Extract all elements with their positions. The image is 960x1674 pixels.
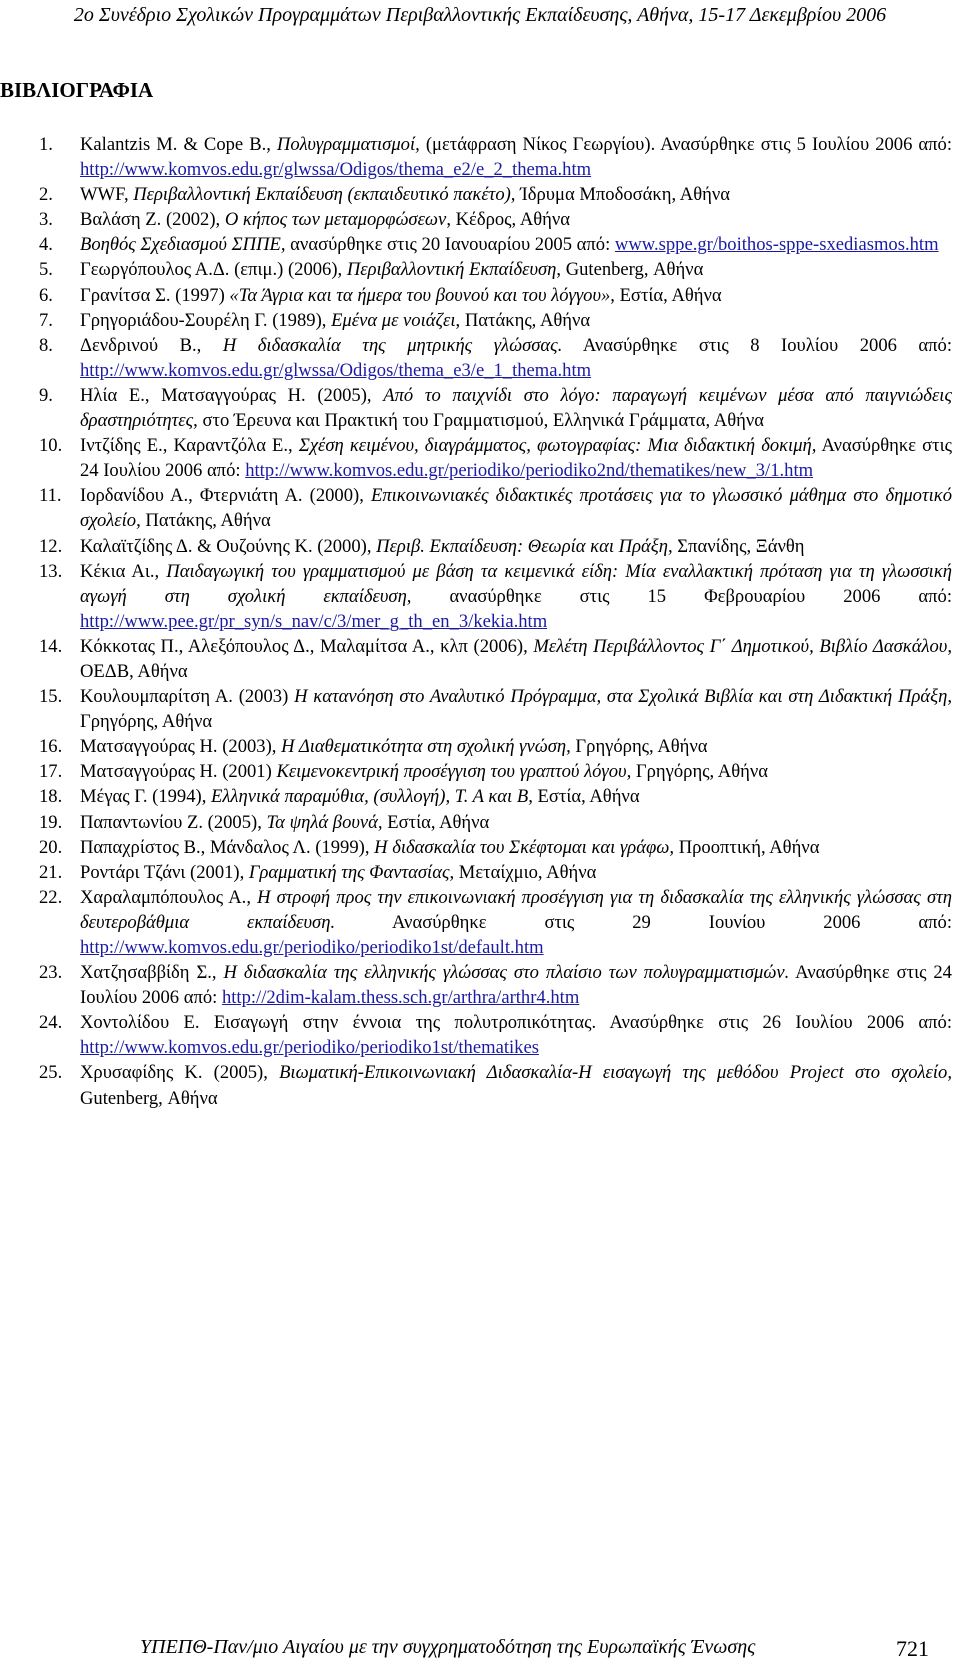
entry-segment: Ίδρυμα Μποδοσάκη, Αθήνα — [515, 184, 730, 206]
entry-segment: Γρηγόρης, Αθήνα — [570, 736, 708, 758]
entry-number: 11. — [39, 485, 62, 507]
entry-text — [80, 960, 952, 1010]
entry-number: 3. — [39, 209, 53, 231]
entry-segment: Εστία, Αθήνα — [532, 786, 640, 808]
entry-title: Κειμενοκεντρική προσέγγιση του γραπτού λόγου, — [276, 761, 632, 783]
entry-segment: Μέγας Γ. (1994), — [80, 786, 211, 808]
entry-text — [80, 207, 952, 232]
bibliography-entry — [0, 810, 952, 835]
entry-text — [80, 257, 952, 282]
entry-segment: Παπαχρίστος Β., Μάνδαλος Λ. (1999), — [80, 836, 375, 858]
entry-title: Εμένα με νοιάζει — [331, 309, 456, 331]
bibliography-entry — [0, 885, 952, 960]
entry-segment: , Κέδρος, Αθήνα — [446, 209, 571, 231]
entry-title: Η κατανόηση στο Αναλυτικό Πρόγραμμα, στα Σχολικά Βιβλία και στη Διδακτική Πράξη, — [294, 686, 952, 708]
entry-title: Η στροφή προς την επικοινωνιακή προσέγγιση για τη διδασκαλία της ελληνικής γλώσσας στη δευτεροβάθμια εκπαίδευση. — [80, 886, 952, 933]
entry-segment: Παπαντωνίου Ζ. (2005), — [80, 811, 267, 833]
entry-number: 17. — [39, 761, 63, 783]
bibliography-entry — [0, 860, 952, 885]
entry-text — [80, 559, 952, 634]
entry-segment: Κουλουμπαρίτση Α. (2003) — [80, 686, 295, 708]
entry-link[interactable]: http://www.komvos.edu.gr/glwssa/Odigos/thema_e3/e_1_thema.htm — [80, 359, 592, 381]
entry-segment: Προοπτική, Αθήνα — [674, 836, 820, 858]
bibliography-entry — [0, 383, 952, 433]
entry-text — [80, 810, 952, 835]
entry-title: Η διδασκαλία της μητρικής γλώσσας. — [222, 334, 563, 356]
entry-segment: Ανασύρθηκε στις 29 Ιουνίου 2006 από: — [335, 911, 952, 933]
entry-segment: Ιορδανίδου Α., Φτερνιάτη Α. (2000), — [80, 485, 371, 507]
entry-title: Από το παιχνίδι στο λόγο: παραγωγή κειμένων μέσα από παιγνιώδεις δραστηριότητες — [80, 384, 952, 432]
entry-title: Επικοινωνιακές διδακτικές προτάσεις για το γλωσσικό μάθημα στο δημοτικό σχολείο, — [80, 485, 952, 532]
entry-segment: ΟΕΔΒ, Αθήνα — [80, 660, 188, 682]
entry-title: Βιωματική-Επικοινωνιακή Διδασκαλία-Η εισαγωγή της μεθόδου Project στο σχολείο, — [279, 1062, 952, 1084]
entry-text — [80, 333, 952, 383]
entry-link[interactable]: http://www.komvos.edu.gr/periodiko/periodiko1st/default.htm — [80, 937, 544, 958]
entry-number: 2. — [39, 184, 53, 206]
entry-segment: Δενδρινού Β., — [80, 334, 223, 356]
entry-number: 15. — [39, 686, 63, 708]
entry-number: 12. — [39, 535, 63, 557]
entry-title: Βοηθός Σχεδιασμού ΣΠΠΕ, — [80, 234, 286, 256]
entry-segment: Kalantzis M. & Cope B., — [80, 134, 277, 155]
entry-number: 22. — [39, 886, 63, 908]
entry-link[interactable]: http://2dim-kalam.thess.sch.gr/arthra/arthr4.htm — [221, 987, 580, 1009]
entry-number: 23. — [39, 962, 63, 984]
bibliography-entry — [0, 759, 952, 784]
entry-link[interactable]: http://www.komvos.edu.gr/periodiko/periodiko2nd/thematikes/new_3/1.htm — [245, 460, 814, 482]
entry-segment: Ηλία Ε., Ματσαγγούρας Η. (2005), — [80, 384, 384, 406]
bibliography-entry — [0, 483, 952, 533]
entry-text — [80, 283, 952, 308]
entry-segment: ανασύρθηκε στις 15 Φεβρουαρίου 2006 από: — [411, 585, 952, 607]
entry-segment: Ροντάρι Τζάνι (2001), — [80, 861, 249, 883]
entry-link[interactable]: www.sppe.gr/boithos-sppe-sxediasmos.htm — [614, 234, 939, 256]
entry-text — [80, 759, 952, 784]
entry-text — [80, 634, 952, 684]
bibliography-entry — [0, 232, 952, 257]
bibliography-entry — [0, 734, 952, 759]
entry-text — [80, 784, 952, 809]
entry-text — [80, 1060, 952, 1110]
entry-title: Η διδασκαλία του Σκέφτομαι και γράφω, — [374, 836, 675, 858]
entry-number: 16. — [39, 736, 63, 758]
bibliography-entry — [0, 634, 952, 684]
bibliography-entry — [0, 283, 952, 308]
entry-title: Η Διαθεματικότητα στη σχολική γνώση, — [281, 736, 571, 758]
bibliography-entry — [0, 308, 952, 333]
entry-number: 8. — [39, 334, 53, 356]
entry-title: Γραμματική της Φαντασίας, — [248, 861, 455, 883]
entry-segment: Γρηγόρης, Αθήνα — [80, 711, 213, 733]
bibliography-list — [0, 132, 952, 1111]
entry-text — [80, 433, 952, 483]
entry-segment: Χρυσαφίδης Κ. (2005), — [80, 1062, 280, 1084]
entry-segment: Εστία, Αθήνα — [382, 811, 490, 833]
entry-title: Πολυγραμματισμοί, — [276, 134, 420, 155]
entry-number: 20. — [39, 836, 63, 858]
entry-segment: , στο Έρευνα και Πρακτική του Γραμματισμού, Ελληνικά Γράμματα, Αθήνα — [193, 410, 764, 432]
entry-number: 9. — [39, 384, 53, 406]
entry-segment: Μεταίχμιο, Αθήνα — [454, 861, 597, 883]
bibliography-entry — [0, 835, 952, 860]
entry-text — [80, 885, 952, 960]
entry-title: Παιδαγωγική του γραμματισμού με βάση τα κειμενικά είδη: Μία εναλλακτική πρόταση για τη γλωσσική αγωγή στη σχολική εκπαίδευση, — [80, 560, 952, 607]
entry-link[interactable]: http://www.komvos.edu.gr/periodiko/periodiko1st/thematikes — [80, 1037, 539, 1059]
entry-title: «Τα Άγρια και τα ήμερα του βουνού και του λόγγου» — [229, 284, 611, 306]
entry-number: 14. — [39, 635, 63, 657]
bibliography-entry — [0, 534, 952, 559]
entry-segment: Χοντολίδου Ε. Εισαγωγή στην έννοια της πολυτροπικότητας. Ανασύρθηκε στις 26 Ιουλίου 2006 από: — [80, 1012, 952, 1034]
entry-text — [80, 534, 952, 559]
entry-segment: Ανασύρθηκε στις 8 Ιουλίου 2006 από: — [562, 334, 953, 356]
entry-link[interactable]: http://www.pee.gr/pr_syn/s_nav/c/3/mer_g_th_en_3/kekia.htm — [80, 610, 548, 632]
entry-segment: Γρανίτσα Σ. (1997) — [80, 284, 230, 306]
bibliography-entry — [0, 257, 952, 282]
bibliography-entry — [0, 684, 952, 734]
entry-title: Ελληνικά παραμύθια, (συλλογή), Τ. Α και Β, — [211, 786, 533, 808]
entry-title: Τα ψηλά βουνά, — [266, 811, 383, 833]
bibliography-entry — [0, 784, 952, 809]
entry-number: 7. — [39, 309, 53, 331]
entry-title: Σχέση κειμένου, διαγράμματος, φωτογραφίας: Μια διδακτική δοκιμή, — [298, 435, 817, 457]
entry-number: 24. — [39, 1012, 63, 1034]
entry-number: 10. — [39, 435, 63, 457]
entry-segment: Χατζησαββίδη Σ., — [80, 962, 224, 984]
entry-segment: Γρηγοριάδου-Σουρέλη Γ. (1989), — [80, 309, 332, 331]
bibliography-entry — [0, 182, 952, 207]
entry-segment: Ανασύρθηκε στις 24 Ιουλίου 2006 από: — [80, 435, 952, 482]
entry-text — [80, 308, 952, 333]
entry-segment: Ιντζίδης Ε., Καραντζόλα Ε., — [80, 435, 299, 457]
bibliography-entry — [0, 1060, 952, 1110]
entry-segment: Γεωργόπουλος Α.Δ. (επιμ.) (2006), — [80, 259, 347, 281]
bibliography-entry — [0, 207, 952, 232]
entry-text — [80, 483, 952, 533]
entry-segment: , Gutenberg, Αθήνα — [556, 259, 704, 281]
entry-segment: Γρηγόρης, Αθήνα — [631, 761, 769, 783]
entry-segment: , Εστία, Αθήνα — [610, 284, 722, 306]
entry-segment: WWF, — [80, 184, 134, 206]
entry-segment: Κέκια Αι., — [80, 560, 167, 582]
entry-text — [80, 860, 952, 885]
bibliography-entry — [0, 132, 952, 182]
entry-segment: Gutenberg, Αθήνα — [80, 1087, 218, 1109]
entry-link[interactable]: http://www.komvos.edu.gr/glwssa/Odigos/thema_e2/e_2_thema.htm — [80, 159, 592, 181]
entry-text — [80, 835, 952, 860]
entry-segment: Πατάκης, Αθήνα — [140, 510, 271, 532]
entry-segment: Χαραλαμπόπουλος Α., — [80, 886, 258, 908]
page-number: 721 — [896, 1636, 929, 1661]
entry-segment: Σπανίδης, Ξάνθη — [672, 535, 805, 557]
entry-segment: Ματσαγγούρας Η. (2003), — [80, 736, 282, 758]
entry-segment: Κόκκοτας Π., Αλεξόπουλος Δ., Μαλαμίτσα Α., κλπ (2006), — [80, 635, 534, 657]
entry-number: 1. — [39, 134, 53, 155]
entry-segment: Καλαϊτζίδης Δ. & Ουζούνης Κ. (2000), — [80, 535, 377, 557]
entry-text — [80, 232, 952, 257]
entry-title: Περιβαλλοντική Εκπαίδευση (εκπαιδευτικό πακέτο), — [133, 184, 516, 206]
entry-text — [80, 182, 952, 207]
bibliography-entry — [0, 1010, 952, 1060]
entry-segment: ανασύρθηκε στις 20 Ιανουαρίου 2005 από: — [285, 234, 615, 256]
entry-title: Περιβαλλοντική Εκπαίδευση — [346, 259, 557, 281]
entry-number: 4. — [39, 234, 53, 256]
entry-title: Ο κήπος των μεταμορφώσεων — [224, 209, 447, 231]
entry-text — [80, 684, 952, 734]
entry-number: 19. — [39, 811, 63, 833]
bibliography-entry — [0, 433, 952, 483]
entry-number: 13. — [39, 560, 63, 582]
bibliography-entry — [0, 960, 952, 1010]
entry-segment: (μετάφραση Νίκος Γεωργίου). Ανασύρθηκε στις 5 Ιουλίου 2006 από: — [419, 134, 952, 155]
entry-text — [80, 383, 952, 433]
entry-segment: Βαλάση Ζ. (2002), — [80, 209, 225, 231]
entry-segment: , Πατάκης, Αθήνα — [455, 309, 591, 331]
bibliography-entry — [0, 559, 952, 634]
entry-text — [80, 1010, 952, 1060]
page-header: 2ο Συνέδριο Σχολικών Προγραμμάτων Περιβαλλοντικής Εκπαίδευσης, Αθήνα, 15-17 Δεκεμβρίου 2006 — [73, 4, 887, 26]
entry-number: 5. — [39, 259, 53, 281]
entry-segment: Ματσαγγούρας Η. (2001) — [80, 761, 277, 783]
entry-title: Περιβ. Εκπαίδευση: Θεωρία και Πράξη, — [376, 535, 673, 557]
entry-number: 18. — [39, 786, 63, 808]
entry-segment: Ανασύρθηκε στις 24 Ιουλίου 2006 από: — [80, 962, 952, 1009]
entry-number: 25. — [39, 1062, 63, 1084]
entry-number: 6. — [39, 284, 53, 306]
entry-text — [80, 734, 952, 759]
entry-title: Η διδασκαλία της ελληνικής γλώσσας στο πλαίσιο των πολυγραμματισμών. — [223, 962, 790, 984]
section-title: ΒΙΒΛΙΟΓΡΑΦΙΑ — [0, 78, 154, 102]
bibliography-entry — [0, 333, 952, 383]
entry-title: Μελέτη Περιβάλλοντος Γ΄ Δημοτικού, Βιβλίο Δασκάλου, — [533, 635, 952, 657]
page-footer: ΥΠΕΠΘ-Παν/μιο Αιγαίου με την συγχρηματοδότηση της Ευρωπαϊκής Ένωσης — [140, 1636, 756, 1658]
entry-text — [80, 132, 952, 182]
entry-number: 21. — [39, 861, 63, 883]
